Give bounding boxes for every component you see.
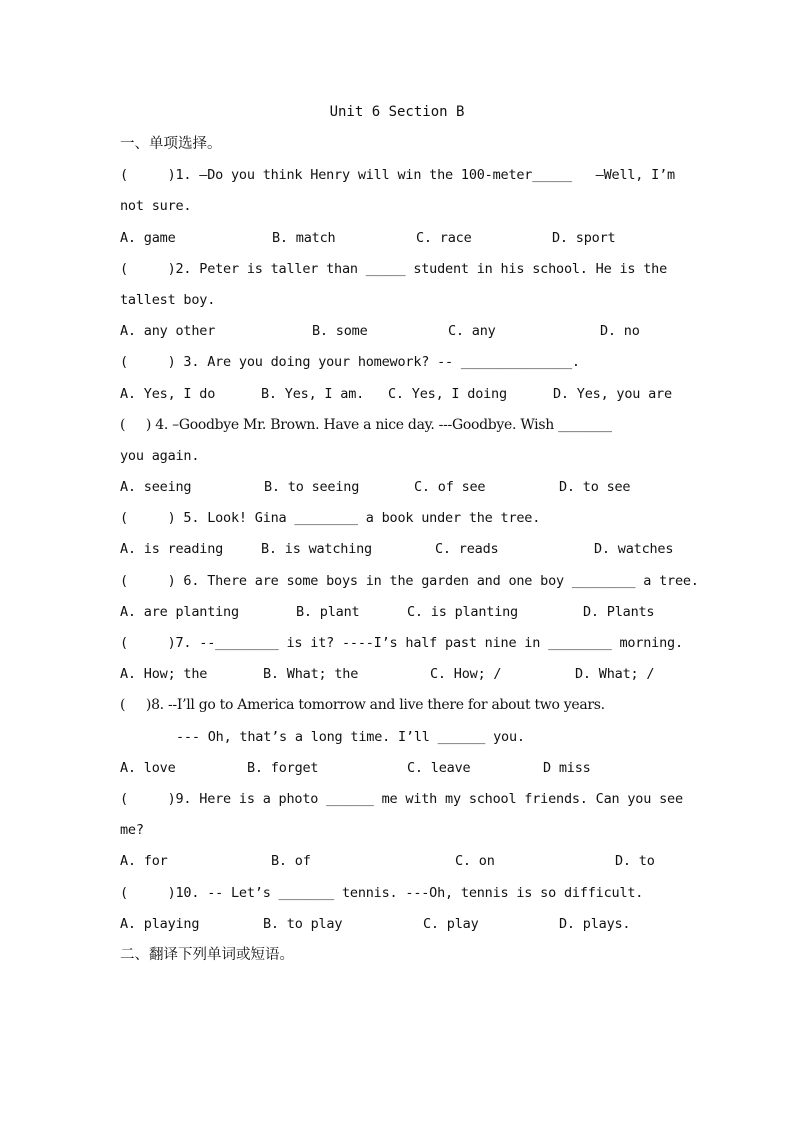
option-a: A. game xyxy=(120,229,176,246)
question-text: ( ) 5. Look! Gina ________ a book under the tree. xyxy=(120,510,541,527)
option-d: D. sport xyxy=(552,229,616,246)
option-a: A. are planting xyxy=(120,603,239,620)
question-text: ( ) 6. There are some boys in the garden and one boy ________ a tree. xyxy=(120,572,699,589)
question-3 xyxy=(120,352,680,414)
option-c: C. on xyxy=(455,853,495,870)
question-9 xyxy=(120,789,683,883)
option-d: D. no xyxy=(600,323,640,340)
question-6 xyxy=(120,571,699,633)
option-b: B. is watching xyxy=(261,541,372,558)
question-text: --- Oh, that’s a long time. I’ll ______ you. xyxy=(176,728,525,745)
option-b: B. What; the xyxy=(263,666,359,683)
option-c: C. is planting xyxy=(407,603,518,620)
options-row xyxy=(120,539,680,570)
option-d: D miss xyxy=(543,759,591,776)
option-d: D. to see xyxy=(559,479,631,496)
option-b: B. some xyxy=(312,323,368,340)
option-b: B. of xyxy=(271,853,311,870)
option-b: B. to play xyxy=(263,915,343,932)
option-b: B. plant xyxy=(296,603,360,620)
question-text: ( )1. —Do you think Henry will win the 100-meter_____ —Well, I’m xyxy=(120,167,675,184)
option-b: B. Yes, I am. xyxy=(261,385,365,402)
question-5 xyxy=(120,508,680,570)
question-text: ( )8. --I’ll go to America tomorrow and live there for about two years. xyxy=(120,697,605,714)
option-c: C. of see xyxy=(414,479,486,496)
question-2 xyxy=(120,259,680,353)
option-c: C. Yes, I doing xyxy=(388,385,507,402)
options-row xyxy=(120,664,680,695)
options-row xyxy=(120,477,680,508)
option-a: A. is reading xyxy=(120,541,224,558)
page-title: Unit 6 Section B xyxy=(329,104,465,120)
option-c: C. How; / xyxy=(430,666,502,683)
option-c: C. leave xyxy=(407,759,471,776)
question-8 xyxy=(120,695,680,789)
question-10 xyxy=(120,883,680,945)
option-c: C. any xyxy=(448,323,496,340)
question-text: ( )7. --________ is it? ----I’s half past nine in ________ morning. xyxy=(120,635,683,651)
option-d: D. Plants xyxy=(583,603,655,620)
option-d: D. Yes, you are xyxy=(553,385,672,402)
question-text: you again. xyxy=(120,447,200,464)
question-text: me? xyxy=(120,822,144,839)
question-text: ( ) 4. –Goodbye Mr. Brown. Have a nice day. ---Goodbye. Wish ________ xyxy=(120,416,612,433)
option-a: A. for xyxy=(120,853,168,870)
question-1 xyxy=(120,165,680,259)
options-row xyxy=(120,321,680,352)
options-row xyxy=(120,914,680,945)
option-a: A. playing xyxy=(120,915,200,932)
option-b: B. forget xyxy=(247,759,319,776)
options-row xyxy=(120,851,680,882)
question-text: not sure. xyxy=(120,198,192,215)
section-heading-translation: 二、翻译下列单词或短语。 xyxy=(120,946,294,963)
option-c: C. reads xyxy=(435,541,499,558)
option-d: D. plays. xyxy=(559,915,631,932)
question-text: ( )9. Here is a photo ______ me with my school friends. Can you see xyxy=(120,790,683,807)
option-a: A. Yes, I do xyxy=(120,385,216,402)
options-row xyxy=(120,758,680,789)
question-text: ( )10. -- Let’s _______ tennis. ---Oh, tennis is so difficult. xyxy=(120,884,644,901)
option-a: A. love xyxy=(120,759,176,776)
option-c: C. race xyxy=(416,229,472,246)
option-a: A. seeing xyxy=(120,479,192,496)
question-4 xyxy=(120,415,680,509)
section-heading-multiple-choice: 一、单项选择。 xyxy=(120,136,222,152)
worksheet-content xyxy=(120,134,699,976)
option-d: D. What; / xyxy=(575,666,655,683)
question-text: ( ) 3. Are you doing your homework? -- ______________. xyxy=(120,354,580,371)
question-text: tallest boy. xyxy=(120,291,216,308)
options-row xyxy=(120,602,680,633)
options-row xyxy=(120,228,680,259)
options-row xyxy=(120,384,680,415)
option-a: A. How; the xyxy=(120,666,208,683)
option-a: A. any other xyxy=(120,323,216,340)
option-b: B. to seeing xyxy=(264,479,360,496)
option-c: C. play xyxy=(423,915,479,932)
option-d: D. watches xyxy=(594,541,674,558)
option-b: B. match xyxy=(272,229,336,246)
question-7 xyxy=(120,633,683,695)
option-d: D. to xyxy=(615,853,655,870)
question-text: ( )2. Peter is taller than _____ student in his school. He is the xyxy=(120,260,668,277)
